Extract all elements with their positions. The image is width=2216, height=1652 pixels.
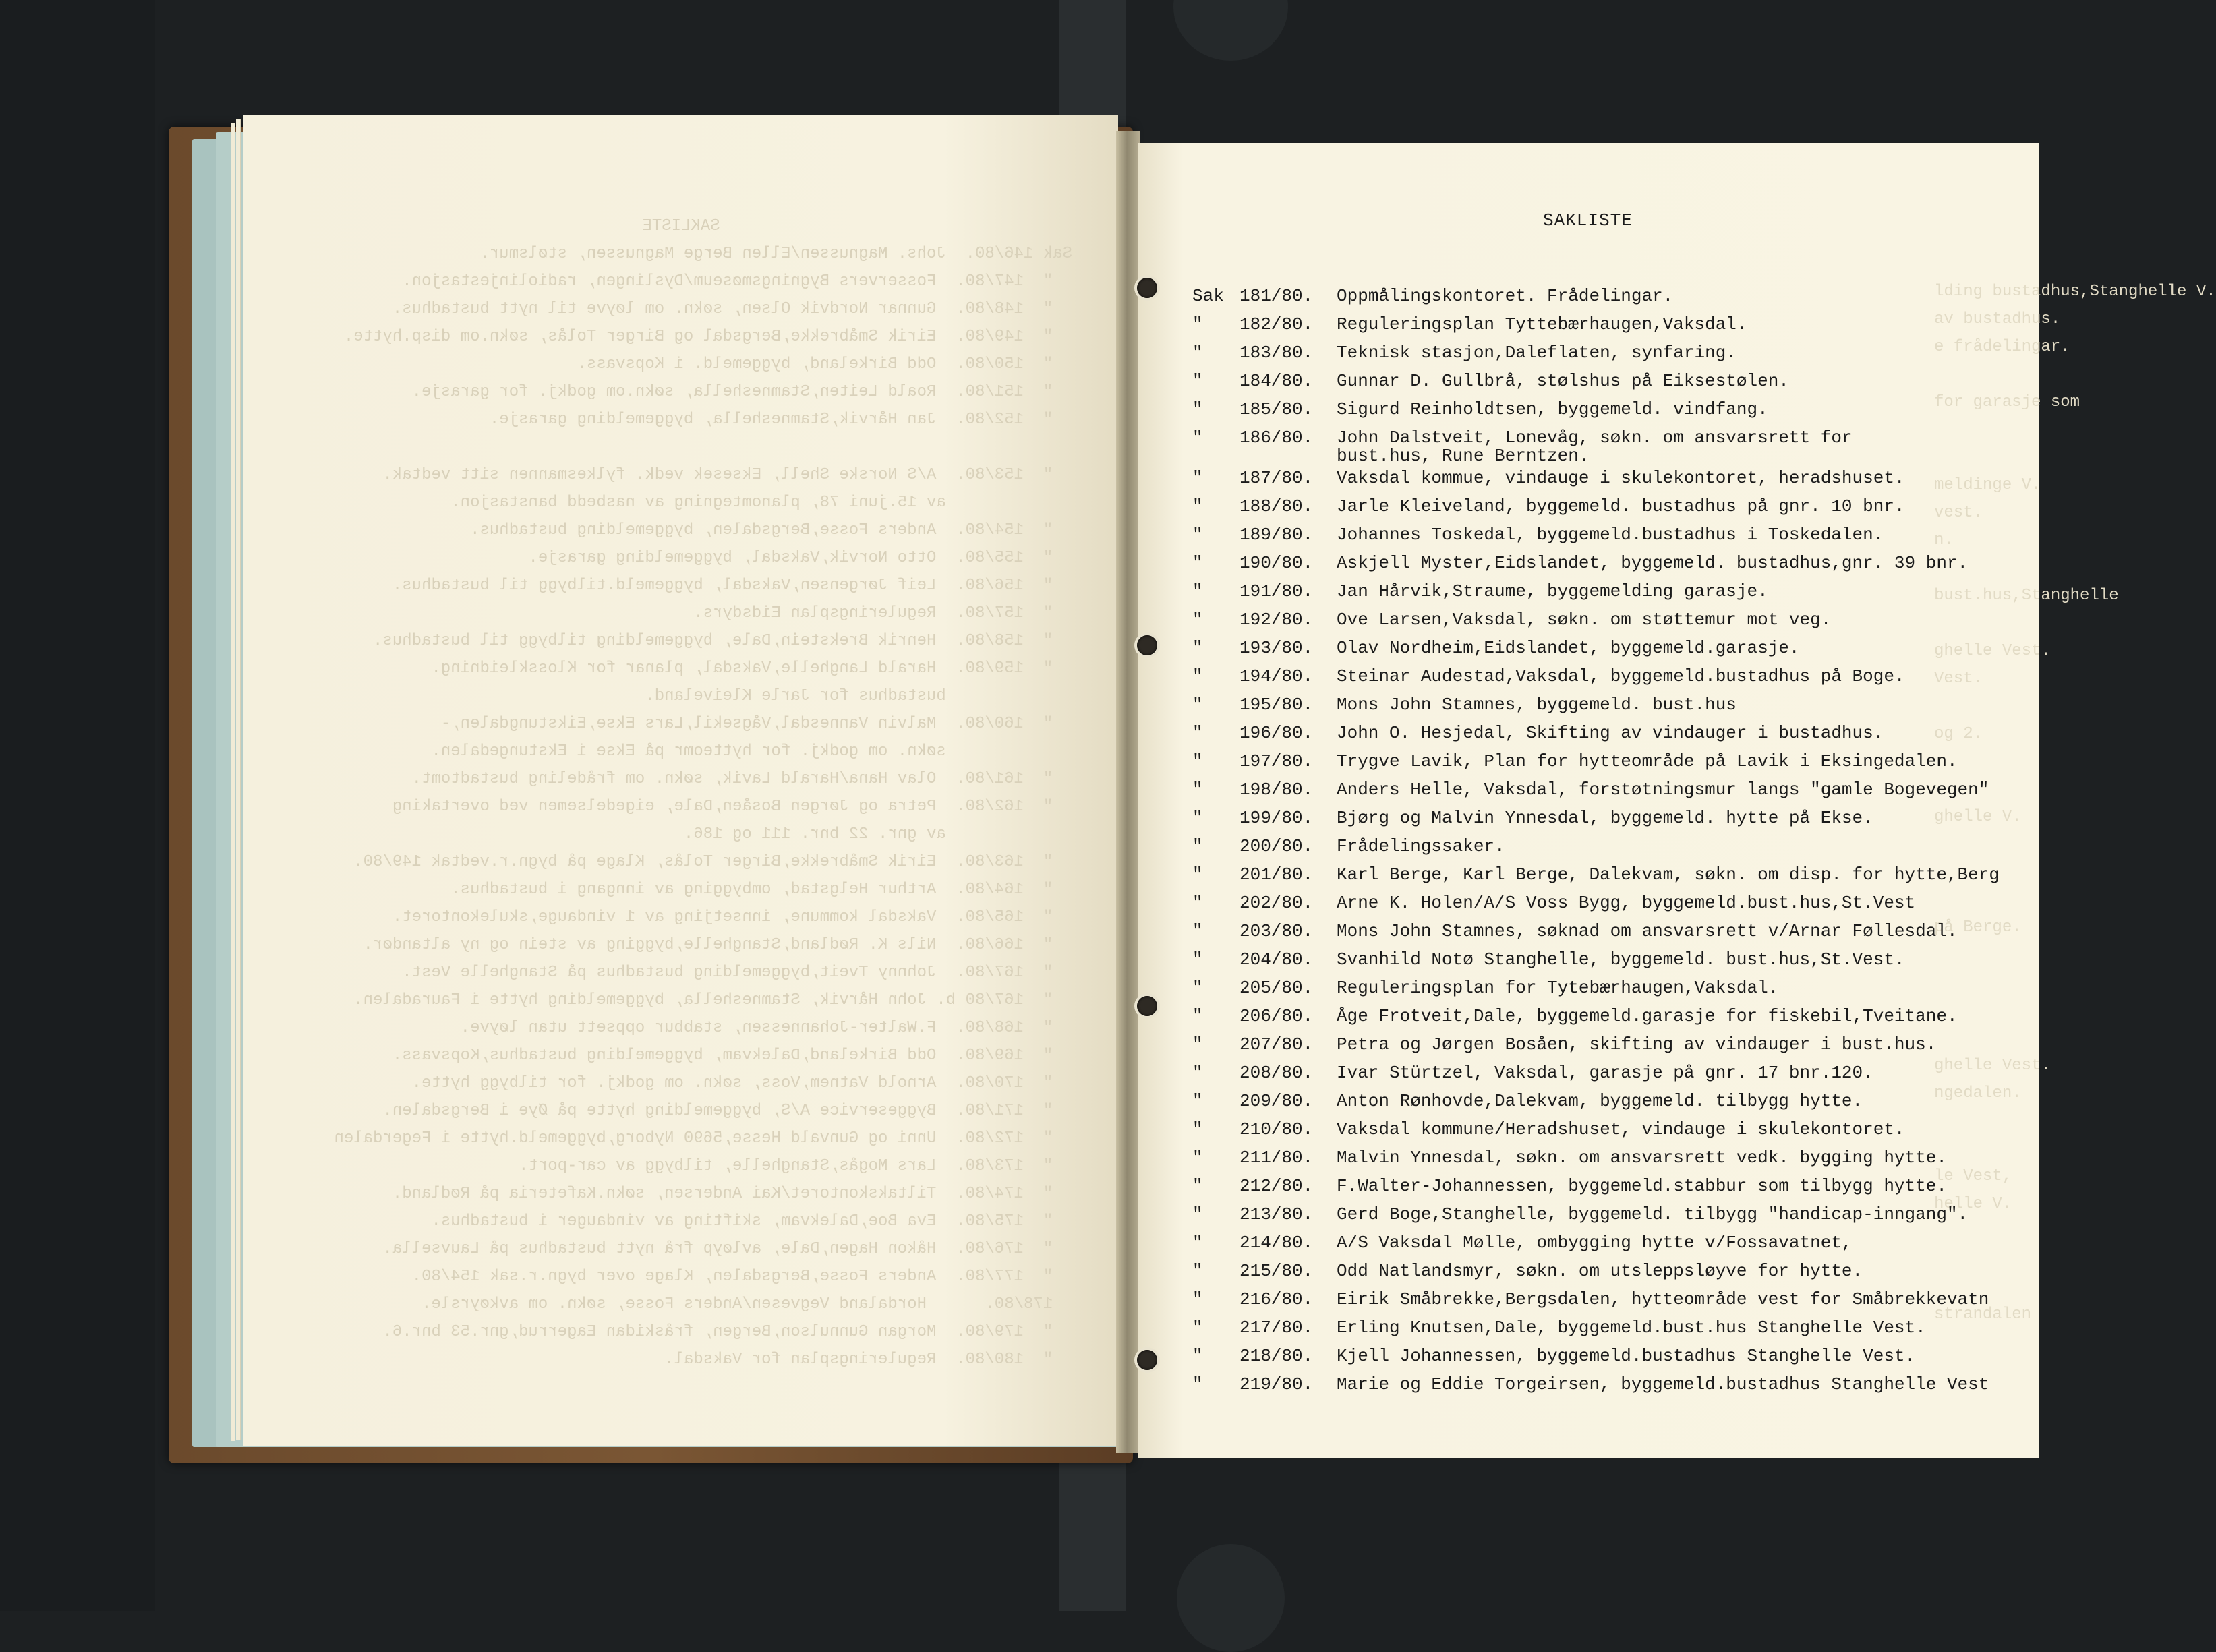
case-mark: " <box>1192 343 1203 363</box>
bleed-line: e frådelingar. <box>1934 338 2070 356</box>
case-entry <box>1192 608 2069 637</box>
case-number: 201/80. <box>1240 864 1314 885</box>
case-text: Trygve Lavik, Plan for hytteområde på Lavik i Eksingedalen. <box>1337 751 1958 771</box>
case-entry <box>1192 778 2069 806</box>
case-number: 218/80. <box>1240 1346 1314 1366</box>
show-through-line: " 158/80. Henrik Brekstein,Dale, byggemelding tilbygg til bustadhus. <box>373 632 1072 650</box>
case-text: Anton Rønhovde,Dalekvam, byggemeld. tilbygg hytte. <box>1337 1091 1863 1111</box>
case-number: 187/80. <box>1240 468 1314 488</box>
case-mark: " <box>1192 1233 1203 1253</box>
case-entry <box>1192 1373 2069 1401</box>
bleed-line: ngedalen. <box>1934 1084 2022 1102</box>
case-number: 211/80. <box>1240 1148 1314 1168</box>
case-entry <box>1192 721 2069 750</box>
document-title: SAKLISTE <box>1543 210 1633 231</box>
punch-hole-2 <box>1137 635 1157 655</box>
case-mark: " <box>1192 723 1203 743</box>
case-entry <box>1192 976 2069 1005</box>
case-text: Gerd Boge,Stanghelle, byggemeld. tilbygg "handicap-inngang". <box>1337 1204 1969 1225</box>
case-number: 202/80. <box>1240 893 1314 913</box>
case-mark: " <box>1192 949 1203 970</box>
bleed-line: og 2. <box>1934 725 1983 743</box>
case-number: 184/80. <box>1240 371 1314 391</box>
case-text: Karl Berge, Karl Berge, Dalekvam, søkn. om disp. for hytte,Berg <box>1337 864 2000 885</box>
case-text: Reguleringsplan for Tytebærhaugen,Vaksdal. <box>1337 978 1779 998</box>
case-text: Anders Helle, Vaksdal, forstøtningsmur langs "gamle Bogevegen" <box>1337 779 1989 800</box>
case-number: 205/80. <box>1240 978 1314 998</box>
case-entry <box>1192 313 2069 341</box>
show-through-line: " 179/80. Morgan Gunnulson,Bergen, fråskidan Eagerrud,gnr.53 bnr.6. <box>382 1323 1072 1341</box>
case-mark: " <box>1192 1261 1203 1281</box>
case-mark: " <box>1192 1204 1203 1225</box>
case-mark: " <box>1192 468 1203 488</box>
case-entry <box>1192 920 2069 948</box>
case-text: Malvin Ynnesdal, søkn. om ansvarsrett vedk. bygging hytte. <box>1337 1148 1947 1168</box>
show-through-line: bustadhus for Jarle Kleiveland. <box>645 687 1072 705</box>
case-text: Odd Natlandsmyr, søkn. om utsleppsløyve for hytte. <box>1337 1261 1863 1281</box>
case-text: Frådelingssaker. <box>1337 836 1505 856</box>
show-through-line: " 168/80. F.Walter-Johannessen, stabbur oppsett utan løyve. <box>460 1019 1072 1037</box>
show-through-line: " 171/80. Byggeservice A/S, byggemelding hytte på Øye i Bergsdalen. <box>382 1102 1072 1120</box>
case-mark: " <box>1192 779 1203 800</box>
case-text: Mons John Stamnes, byggemeld. bust.hus <box>1337 695 1737 715</box>
case-text: Vaksdal kommue, vindauge i skulekontoret, heradshuset. <box>1337 468 1905 488</box>
case-number: 199/80. <box>1240 808 1314 828</box>
case-number: 193/80. <box>1240 638 1314 658</box>
case-mark: " <box>1192 836 1203 856</box>
case-number: 207/80. <box>1240 1034 1314 1055</box>
bleed-line: ghelle V. <box>1934 808 2022 826</box>
case-number: 212/80. <box>1240 1176 1314 1196</box>
case-mark: " <box>1192 695 1203 715</box>
show-through-line: av 15.juni 78, planomtegning av nasbedd banstasjon. <box>450 494 1072 512</box>
case-entry <box>1192 523 2069 552</box>
case-number: 219/80. <box>1240 1374 1314 1394</box>
case-mark: " <box>1192 553 1203 573</box>
case-mark: " <box>1192 1063 1203 1083</box>
case-entry <box>1192 1203 2069 1231</box>
case-entry <box>1192 1175 2069 1203</box>
show-through-line: " 148/80. Gunnar Nordvik Olsen, søkn. om løyve til nytt bustadhus. <box>392 300 1072 318</box>
case-mark: " <box>1192 638 1203 658</box>
case-entry <box>1192 806 2069 835</box>
case-text: Oppmålingskontoret. Frådelingar. <box>1337 286 1674 306</box>
punch-hole-1 <box>1137 278 1157 298</box>
case-entry <box>1192 693 2069 721</box>
case-text: A/S Vaksdal Mølle, ombygging hytte v/Fossavatnet, <box>1337 1233 1853 1253</box>
left-page-show-through-text <box>290 212 1072 1374</box>
case-entry <box>1192 467 2069 495</box>
bleed-line: bust.hus,Stanghelle <box>1934 587 2119 605</box>
case-number: 206/80. <box>1240 1006 1314 1026</box>
case-mark: " <box>1192 525 1203 545</box>
bleed-line: lding bustadhus,Stanghelle V. <box>1934 283 2216 301</box>
case-text: Gunnar D. Gullbrå, stølshus på Eiksestølen. <box>1337 371 1789 391</box>
case-mark: " <box>1192 1176 1203 1196</box>
case-text: Olav Nordheim,Eidslandet, byggemeld.garasje. <box>1337 638 1800 658</box>
case-entry <box>1192 637 2069 665</box>
show-through-line: " 155/80. Otto Norvik,Vaksdal, byggemelding garasje. <box>528 549 1072 567</box>
case-mark: " <box>1192 314 1203 334</box>
case-mark: " <box>1192 893 1203 913</box>
case-mark: " <box>1192 371 1203 391</box>
show-through-line: " 156/80. Leif Jørgensen,Vaksdal, byggemeld.tilbygg til bustadhus. <box>392 577 1072 595</box>
case-text: Vaksdal kommune/Heradshuset, vindauge i skulekontoret. <box>1337 1119 1905 1140</box>
case-entry <box>1192 285 2069 313</box>
case-text: Bjørg og Malvin Ynnesdal, byggemeld. hytte på Ekse. <box>1337 808 1873 828</box>
case-number: 216/80. <box>1240 1289 1314 1309</box>
case-mark: " <box>1192 1006 1203 1026</box>
case-text: Teknisk stasjon,Daleflaten, synfaring. <box>1337 343 1737 363</box>
show-through-line: " 147/80. Fosservers Bygningsmøseum/Dyslingen, radiolinjestasjon. <box>402 272 1072 291</box>
case-entry <box>1192 835 2069 863</box>
case-text: Marie og Eddie Torgeirsen, byggemeld.bustadhus Stanghelle Vest <box>1337 1374 1989 1394</box>
case-entry <box>1192 1316 2069 1345</box>
left-page <box>243 115 1118 1446</box>
bleed-line: meldinge V. <box>1934 476 2041 494</box>
case-mark: " <box>1192 1318 1203 1338</box>
case-number: 197/80. <box>1240 751 1314 771</box>
show-through-line: " 151/80. Roald Leiten,Stamneshella, søkn.om godkj. for garasje. <box>411 383 1072 401</box>
case-number: 185/80. <box>1240 399 1314 419</box>
case-entry <box>1192 1146 2069 1175</box>
show-through-line: " 177/80. Anders Fosse,Bergsdalen, Klage over bygn.r.sak 154/80. <box>411 1268 1072 1286</box>
case-entry <box>1192 1345 2069 1373</box>
case-text: Åge Frotveit,Dale, byggemeld.garasje for fiskebil,Tveitane. <box>1337 1006 1958 1026</box>
case-number: 186/80. <box>1240 427 1314 448</box>
case-number: 189/80. <box>1240 525 1314 545</box>
bleed-line: le Vest, <box>1934 1167 2012 1185</box>
case-mark: " <box>1192 751 1203 771</box>
case-entry <box>1192 948 2069 976</box>
bleed-line: ghelle Vest. <box>1934 1057 2051 1075</box>
show-through-line: " 170/80. Arnold Vatnem,Voss, søkn. om godkj. for tilbygg hytte. <box>411 1074 1072 1092</box>
case-number: 194/80. <box>1240 666 1314 686</box>
case-text: F.Walter-Johannessen, byggemeld.stabbur som tilbygg hytte. <box>1337 1176 1947 1196</box>
case-mark: " <box>1192 399 1203 419</box>
case-entry <box>1192 580 2119 608</box>
show-through-line: " 176/80. Håkon Hagen,Dale, avløyp frå nytt bustadhus på Lauvsella. <box>382 1240 1072 1258</box>
background-disc-bottom <box>1177 1544 1285 1652</box>
show-through-line: " 152/80. Jan Hårvik,Stamneshella, byggemelding garasje. <box>489 411 1072 429</box>
case-mark: " <box>1192 666 1203 686</box>
bleed-line: vest. <box>1934 504 1983 522</box>
right-page <box>1138 143 2216 1458</box>
case-entry <box>1192 750 2069 778</box>
case-mark: " <box>1192 496 1203 517</box>
case-mark: " <box>1192 581 1203 601</box>
show-through-line: " 154/80. Anders Fosse,Bergsdalen, byggemelding bustadhus. <box>470 521 1072 539</box>
case-text: Sigurd Reinholdtsen, byggemeld. vindfang. <box>1337 399 1768 419</box>
case-mark: " <box>1192 610 1203 630</box>
case-entry <box>1192 552 2069 580</box>
bleed-line: n. <box>1934 531 1954 550</box>
show-through-line: " 174/80. Tiltakskontoret/Kai Andersen, søkn.Kafeteria på Rødland. <box>392 1185 1072 1203</box>
show-through-line: " 172/80. Unni og Gunvald Hesse,5690 Nyborg,byggemeld.hytte i Fegerdalen <box>334 1129 1072 1148</box>
show-through-line: " 169/80. Odd Birkeland,Dalekvam, byggemelding bustadhus,Kopsvass. <box>392 1046 1072 1065</box>
case-number: 188/80. <box>1240 496 1314 517</box>
case-number: 192/80. <box>1240 610 1314 630</box>
case-mark: " <box>1192 427 1203 448</box>
case-entry <box>1192 1288 2069 1316</box>
show-through-line: SAKLISTE <box>642 217 720 235</box>
case-mark: " <box>1192 1374 1203 1394</box>
case-text: Steinar Audestad,Vaksdal, byggemeld.bustadhus på Boge. <box>1337 666 1905 686</box>
bleed-line: ghelle Vest. <box>1934 642 2051 660</box>
case-entry <box>1192 1260 2069 1288</box>
case-entry <box>1192 1005 2069 1033</box>
bleed-line: på Berge. <box>1934 918 2022 937</box>
case-entry <box>1192 1231 2069 1260</box>
show-through-line: " 157/80. Reguleringsplan Eidsdyrs. <box>693 604 1072 622</box>
bleed-line: Vest. <box>1934 670 1983 688</box>
show-through-line: " 149/80. Eirik Småbrekke,Bergsdal og Birger Tolås, søkn.om disp.hytte. <box>343 328 1072 346</box>
show-through-line: av gnr. 22 bnr. 111 og 186. <box>683 825 1072 844</box>
case-number: 217/80. <box>1240 1318 1314 1338</box>
bleed-line: helle V. <box>1934 1195 2012 1213</box>
case-number: 203/80. <box>1240 921 1314 941</box>
case-number: 181/80. <box>1240 286 1314 306</box>
case-text: Reguleringsplan Tyttebærhaugen,Vaksdal. <box>1337 314 1747 334</box>
show-through-line: " 173/80. Lars Mogås,Stanghelle, tilbygg av car-port. <box>519 1157 1072 1175</box>
case-text: Johannes Toskedal, byggemeld.bustadhus i Toskedalen. <box>1337 525 1884 545</box>
case-number: 204/80. <box>1240 949 1314 970</box>
case-text: Jan Hårvik,Straume, byggemelding garasje. <box>1337 581 1768 601</box>
case-text: Arne K. Holen/A/S Voss Bygg, byggemeld.bust.hus,St.Vest <box>1337 893 1916 913</box>
show-through-line: " 180/80. Reguleringsplan for Vaksdal. <box>664 1351 1072 1369</box>
show-through-line: " 166/80. Nils K. Rødland,Stanghelle,bygging av stein og ny altandør. <box>363 936 1072 954</box>
case-mark: " <box>1192 864 1203 885</box>
case-mark: " <box>1192 921 1203 941</box>
case-number: 214/80. <box>1240 1233 1314 1253</box>
case-number: 196/80. <box>1240 723 1314 743</box>
punch-hole-4 <box>1137 1350 1157 1370</box>
case-mark: " <box>1192 1119 1203 1140</box>
case-mark: " <box>1192 1148 1203 1168</box>
case-text: John Dalstveit, Lonevåg, søkn. om ansvarsrett for <box>1337 427 1853 448</box>
case-mark: " <box>1192 1346 1203 1366</box>
show-through-line: 178/80. Hordaland Vegvesen/Anders Fosse, søkn. om avkøyrsle. <box>421 1295 1072 1314</box>
case-number: 210/80. <box>1240 1119 1314 1140</box>
case-number: 215/80. <box>1240 1261 1314 1281</box>
case-mark: " <box>1192 1289 1203 1309</box>
background-left-panel <box>0 0 155 1611</box>
show-through-line: " 150/80. Odd Birkeland, byggemeld. i Kopsvass. <box>577 355 1072 374</box>
show-through-line: " 162/80. Petra og Jørgen Bosåen,Dale, eigedelsemen ved overtaking <box>392 798 1072 816</box>
show-through-line: " 163/80. Eirik Småbrekke,Birger Tolås, Klage på bygn.r.vedtak 149/80. <box>353 853 1072 871</box>
case-text: Jarle Kleiveland, byggemeld. bustadhus på gnr. 10 bnr. <box>1337 496 1905 517</box>
case-entry <box>1192 1118 2069 1146</box>
show-through-line: " 175/80. Eva Boe,Dalekvam, skifting av vindauger i bustadhus. <box>431 1212 1072 1231</box>
case-number: 200/80. <box>1240 836 1314 856</box>
case-entry <box>1192 1061 2069 1090</box>
case-number: 213/80. <box>1240 1204 1314 1225</box>
case-text: Svanhild Notø Stanghelle, byggemeld. bust.hus,St.Vest. <box>1337 949 1905 970</box>
case-entry <box>1192 1033 2069 1061</box>
page-stack-edge-1 <box>236 119 241 1440</box>
show-through-line: " 167/80. Johnny Tveit,byggemelding bustadhus på Stanghelle Vest. <box>402 964 1072 982</box>
case-mark: " <box>1192 1034 1203 1055</box>
case-text: John O. Hesjedal, Skifting av vindauger i bustadhus. <box>1337 723 1884 743</box>
case-mark: " <box>1192 978 1203 998</box>
case-entry <box>1192 398 2069 426</box>
case-entry <box>1192 863 2069 891</box>
case-number: 183/80. <box>1240 343 1314 363</box>
case-mark: " <box>1192 808 1203 828</box>
case-text: Ove Larsen,Vaksdal, søkn. om støttemur mot veg. <box>1337 610 1832 630</box>
show-through-line: " 165/80. Vaksdal kommune, innsetjing av 1 vindauge,skulekontoret. <box>392 908 1072 926</box>
show-through-line: " 164/80. Arthur Helgstad, ombygging av inngang i bustadhus. <box>450 881 1072 899</box>
bleed-line: av bustadhus. <box>1934 310 2061 328</box>
case-text: Kjell Johannessen, byggemeld.bustadhus Stanghelle Vest. <box>1337 1346 1916 1366</box>
case-entry <box>1192 665 2069 693</box>
show-through-line: " 160/80. Malvin Vannesdal,Vågsekil,Lars Ekse,Eikstungdalen,- <box>440 715 1072 733</box>
case-number: 182/80. <box>1240 314 1314 334</box>
show-through-line <box>290 434 1072 461</box>
bleed-line: strandalen <box>1934 1305 2032 1324</box>
bleed-line: for garasje som <box>1934 393 2080 411</box>
case-text: Askjell Myster,Eidslandet, byggemeld. bustadhus,gnr. 39 bnr. <box>1337 553 1969 573</box>
case-number: 195/80. <box>1240 695 1314 715</box>
show-through-line: søkn. om godkj. for hytteomr på Ekse i Ekstungedalen. <box>431 742 1072 761</box>
case-entry <box>1192 426 2069 467</box>
case-number: 191/80. <box>1240 581 1314 601</box>
page-stack-edge-2 <box>231 123 235 1441</box>
case-entry <box>1192 495 2069 523</box>
case-entry <box>1192 1090 2069 1118</box>
case-number: 198/80. <box>1240 779 1314 800</box>
case-text-continued: bust.hus, Rune Berntzen. <box>1337 446 1590 466</box>
show-through-line: " 167/80 b. John Hårvik, Stamneshella, byggemelding hytte i Fauradalen. <box>353 991 1072 1009</box>
case-number: 208/80. <box>1240 1063 1314 1083</box>
case-mark: " <box>1192 1091 1203 1111</box>
show-through-line: Sak 146/80. Johs. Magnussen/Ellen Berge Magnussen, stølsmur. <box>479 245 1072 263</box>
case-entry <box>1192 370 2069 398</box>
background-disc-top <box>1173 0 1288 61</box>
case-text: Mons John Stamnes, søknad om ansvarsrett v/Arnar Føllesdal. <box>1337 921 1958 941</box>
case-text: Ivar Stürtzel, Vaksdal, garasje på gnr. 17 bnr.120. <box>1337 1063 1873 1083</box>
case-mark: Sak <box>1192 286 1224 306</box>
case-number: 190/80. <box>1240 553 1314 573</box>
book-gutter <box>1116 131 1140 1453</box>
case-entry <box>1192 341 2069 370</box>
case-text: Eirik Småbrekke,Bergsdalen, hytteområde vest for Småbrekkevatn <box>1337 1289 1989 1309</box>
case-entry <box>1192 891 2069 920</box>
show-through-line: " 161/80. Olav Hana/Harald Lavik, søkn. om frådeling bustadtomt. <box>411 770 1072 788</box>
show-through-line: " 153/80. A/S Norske Shell, Eksesek vedk. fylkesmannen sitt vedtak. <box>382 466 1072 484</box>
case-text: Petra og Jørgen Bosåen, skifting av vindauger i bust.hus. <box>1337 1034 1937 1055</box>
punch-hole-3 <box>1137 996 1157 1016</box>
show-through-line: " 159/80. Harald Langhelle,Vaksdal, planar for Klosskleidning. <box>431 659 1072 678</box>
case-number: 209/80. <box>1240 1091 1314 1111</box>
case-text: Erling Knutsen,Dale, byggemeld.bust.hus Stanghelle Vest. <box>1337 1318 1926 1338</box>
